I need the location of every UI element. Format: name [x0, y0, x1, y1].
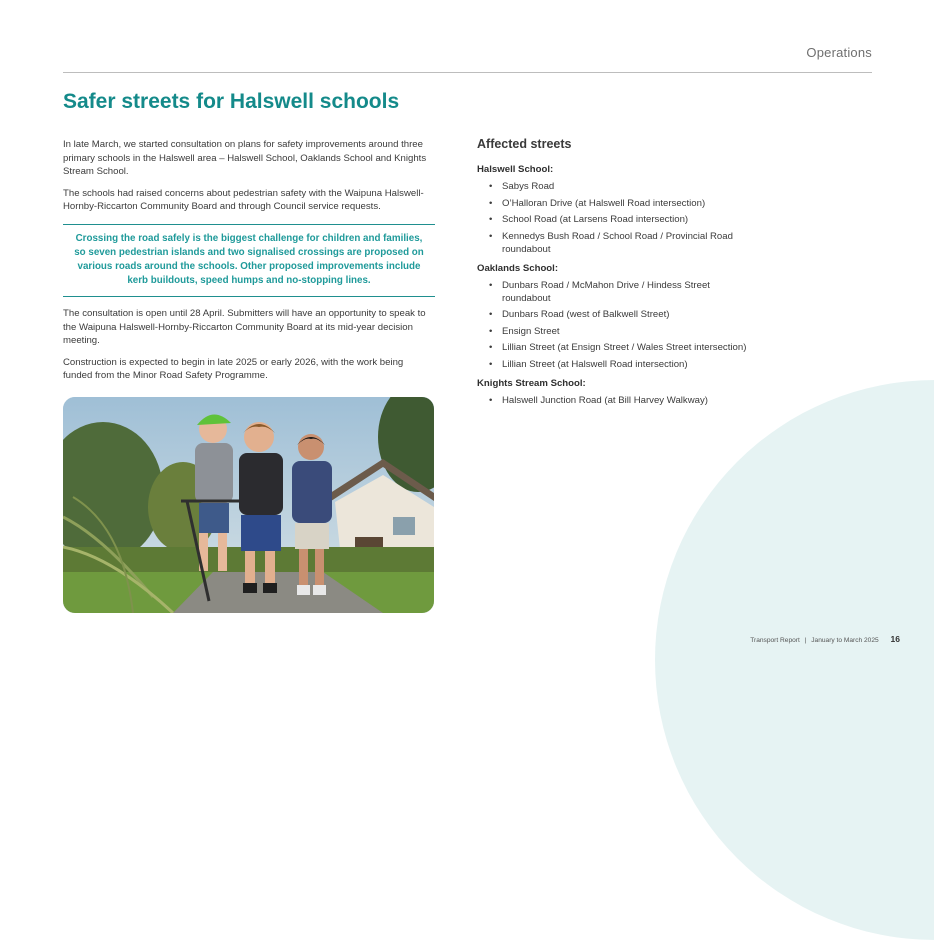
school-name: Oaklands School: [477, 262, 559, 274]
affected-streets-column [477, 138, 777, 413]
street-item: • Sabys Road [502, 180, 777, 193]
pull-quote: Crossing the road safely is the biggest challenge for children and families, so seven pedestrian islands and two signalised crossings are proposed on various roads around the schools. Other proposed improvements include kerb buildouts, speed humps and no-stopping lines. [63, 224, 435, 297]
intro-column [63, 138, 435, 391]
school-group-knights-stream [477, 377, 777, 407]
school-name: Halswell School: [477, 164, 554, 175]
street-list [477, 180, 777, 256]
footer-period: January to March 2025 [811, 637, 879, 644]
intro-paragraph-1: In late March, we started consultation on plans for safety improvements around three primary schools in the Halswell area – Halswell School, Oaklands School and Knights Stream School. [63, 139, 427, 178]
intro-paragraph-3: The consultation is open until 28 April. Submitters will have an opportunity to speak to the Waipuna Halswell-Hornby-Riccarton Community Board at its mid-year decision meeting. [63, 307, 426, 347]
street-item: • Lillian Street (at Halswell Road intersection) [502, 358, 777, 371]
street-item: • Halswell Junction Road (at Bill Harvey Walkway) [502, 394, 777, 407]
street-item: • O’Halloran Drive (at Halswell Road intersection) [502, 197, 777, 210]
street-item: • Lillian Street (at Ensign Street / Wales Street intersection) [502, 341, 777, 354]
school-group-oaklands [477, 262, 777, 371]
header-divider [63, 72, 872, 73]
footer-separator: | [804, 637, 807, 644]
background-circle [655, 380, 934, 940]
page-title: Safer streets for Halswell schools [63, 90, 400, 113]
page-number: 16 [890, 634, 900, 644]
street-item: • Ensign Street [502, 325, 777, 338]
intro-paragraph-2: The schools had raised concerns about pedestrian safety with the Waipuna Halswell-Hornby-Riccarton Community Board and through Council service requests. [63, 187, 424, 213]
street-list [477, 279, 777, 371]
footer-report-name: Transport Report [750, 637, 800, 644]
street-item: • Dunbars Road (west of Balkwell Street) [502, 308, 777, 321]
street-list [477, 394, 777, 407]
intro-paragraph-4: Construction is expected to begin in late 2025 or early 2026, with the work being funded from the Minor Road Safety Programme. [63, 356, 404, 382]
section-label: Operations [806, 45, 872, 60]
school-name: Knights Stream School: [477, 377, 586, 389]
school-group-halswell [477, 163, 777, 256]
affected-streets-heading: Affected streets [477, 137, 572, 151]
children-walking-photo [63, 397, 434, 613]
street-item: • School Road (at Larsens Road intersection) [502, 213, 777, 226]
street-item: • Dunbars Road / McMahon Drive / Hindess Street roundabout [502, 279, 777, 305]
street-item: • Kennedys Bush Road / School Road / Provincial Road roundabout [502, 230, 777, 256]
page-footer [750, 634, 900, 644]
